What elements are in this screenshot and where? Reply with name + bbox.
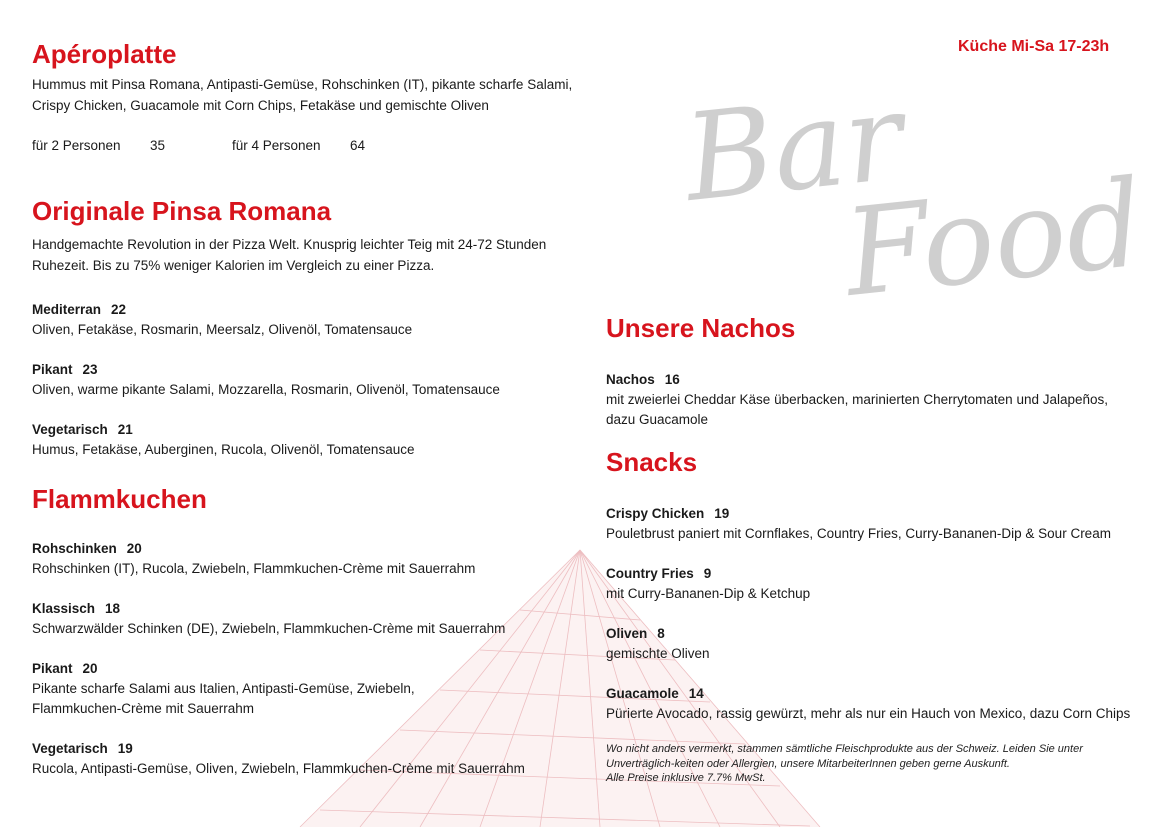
item-name: Country Fries xyxy=(606,566,694,581)
item-price: 16 xyxy=(664,372,680,387)
item-name: Vegetarisch xyxy=(32,741,108,756)
footnote-line: Wo nicht anders vermerkt, stammen sämtliche Fleischprodukte aus der Schweiz. Leiden Sie unter xyxy=(606,743,1083,755)
script-title-bar: Bar xyxy=(678,67,909,229)
item-price: 9 xyxy=(703,566,712,581)
item-name: Pikant xyxy=(32,661,73,676)
section-description: Crispy Chicken, Guacamole mit Corn Chips, Fetakäse und gemischte Oliven xyxy=(32,98,489,113)
footnote xyxy=(606,742,1156,786)
section-title: Apéroplatte xyxy=(32,39,177,69)
item-name: Mediterran xyxy=(32,302,102,317)
item-name: Rohschinken xyxy=(32,541,117,556)
option-label: für 4 Personen xyxy=(232,138,321,153)
item-name: Vegetarisch xyxy=(32,422,108,437)
menu-item xyxy=(606,624,1156,664)
option-label: für 2 Personen xyxy=(32,138,121,153)
item-description: Oliven, Fetakäse, Rosmarin, Meersalz, Olivenöl, Tomatensauce xyxy=(32,322,413,337)
menu-item xyxy=(606,504,1156,544)
footnote-line: Alle Preise inklusive 7.7% MwSt. xyxy=(606,772,766,784)
item-name: Oliven xyxy=(606,626,648,641)
option-price: 64 xyxy=(350,138,366,153)
section-title: Originale Pinsa Romana xyxy=(32,196,332,226)
section-title: Unsere Nachos xyxy=(606,313,796,343)
menu-item xyxy=(606,564,1156,604)
section-aperoplatte xyxy=(32,38,592,156)
item-price: 23 xyxy=(82,362,98,377)
item-description: dazu Guacamole xyxy=(606,412,709,427)
item-description: gemischte Oliven xyxy=(606,646,710,661)
item-name: Pikant xyxy=(32,362,73,377)
item-description: mit Curry-Bananen-Dip & Ketchup xyxy=(606,586,811,601)
section-title: Flammkuchen xyxy=(32,484,207,514)
footnote-line: Unverträglich-keiten oder Allergien, unsere MitarbeiterInnen geben gerne Auskunft. xyxy=(606,757,1010,770)
option-price: 35 xyxy=(150,138,166,153)
section-nachos xyxy=(606,312,1146,430)
section-pinsa xyxy=(32,195,592,460)
menu-item xyxy=(32,659,592,719)
item-price: 14 xyxy=(688,686,704,701)
menu-item xyxy=(32,420,592,460)
menu-item xyxy=(32,739,592,779)
item-price: 19 xyxy=(714,506,730,521)
section-flammkuchen xyxy=(32,483,592,779)
item-price: 22 xyxy=(111,302,127,317)
item-description: Humus, Fetakäse, Auberginen, Rucola, Olivenöl, Tomatensauce xyxy=(32,442,415,457)
section-description: Hummus mit Pinsa Romana, Antipasti-Gemüse, Rohschinken (IT), pikante scharfe Salami, xyxy=(32,77,573,92)
item-description: Pürierte Avocado, rassig gewürzt, mehr als nur ein Hauch von Mexico, dazu Corn Chips xyxy=(606,706,1131,721)
item-price: 20 xyxy=(82,661,98,676)
kitchen-hours: Küche Mi-Sa 17-23h xyxy=(958,38,1110,55)
script-title-food: Food xyxy=(838,154,1150,324)
item-price: 8 xyxy=(657,626,665,641)
menu-item xyxy=(32,599,592,639)
bar-food-script-title xyxy=(678,67,1150,324)
section-description: Ruhezeit. Bis zu 75% weniger Kalorien im Vergleich zu einer Pizza. xyxy=(32,258,435,273)
item-description: Pouletbrust paniert mit Cornflakes, Country Fries, Curry-Bananen-Dip & Sour Cream xyxy=(606,526,1111,541)
item-name: Crispy Chicken xyxy=(606,506,705,521)
item-price: 19 xyxy=(117,741,133,756)
section-description: Handgemachte Revolution in der Pizza Welt. Knusprig leichter Teig mit 24-72 Stunden xyxy=(32,237,547,252)
item-description: Schwarzwälder Schinken (DE), Zwiebeln, Flammkuchen-Crème mit Sauerrahm xyxy=(32,621,506,636)
menu-item xyxy=(32,300,592,340)
item-description: Flammkuchen-Crème mit Sauerrahm xyxy=(32,701,255,716)
item-name: Klassisch xyxy=(32,601,96,616)
menu-item xyxy=(32,539,592,579)
item-description: Rohschinken (IT), Rucola, Zwiebeln, Flammkuchen-Crème mit Sauerrahm xyxy=(32,561,476,576)
item-description: Pikante scharfe Salami aus Italien, Antipasti-Gemüse, Zwiebeln, xyxy=(32,681,415,696)
section-title: Snacks xyxy=(606,447,698,477)
item-description: Oliven, warme pikante Salami, Mozzarella, Rosmarin, Olivenöl, Tomatensauce xyxy=(32,382,500,397)
section-snacks xyxy=(606,446,1156,786)
item-price: 20 xyxy=(126,541,142,556)
item-name: Guacamole xyxy=(606,686,679,701)
price-options xyxy=(32,135,592,156)
item-price: 18 xyxy=(105,601,121,616)
item-description: mit zweierlei Cheddar Käse überbacken, marinierten Cherrytomaten und Jalapeños, xyxy=(606,392,1109,407)
menu-item xyxy=(606,684,1156,724)
menu-item xyxy=(606,370,1146,430)
menu-item xyxy=(32,360,592,400)
item-description: Rucola, Antipasti-Gemüse, Oliven, Zwiebeln, Flammkuchen-Crème mit Sauerrahm xyxy=(32,761,525,776)
item-name: Nachos xyxy=(606,372,655,387)
item-price: 21 xyxy=(117,422,133,437)
